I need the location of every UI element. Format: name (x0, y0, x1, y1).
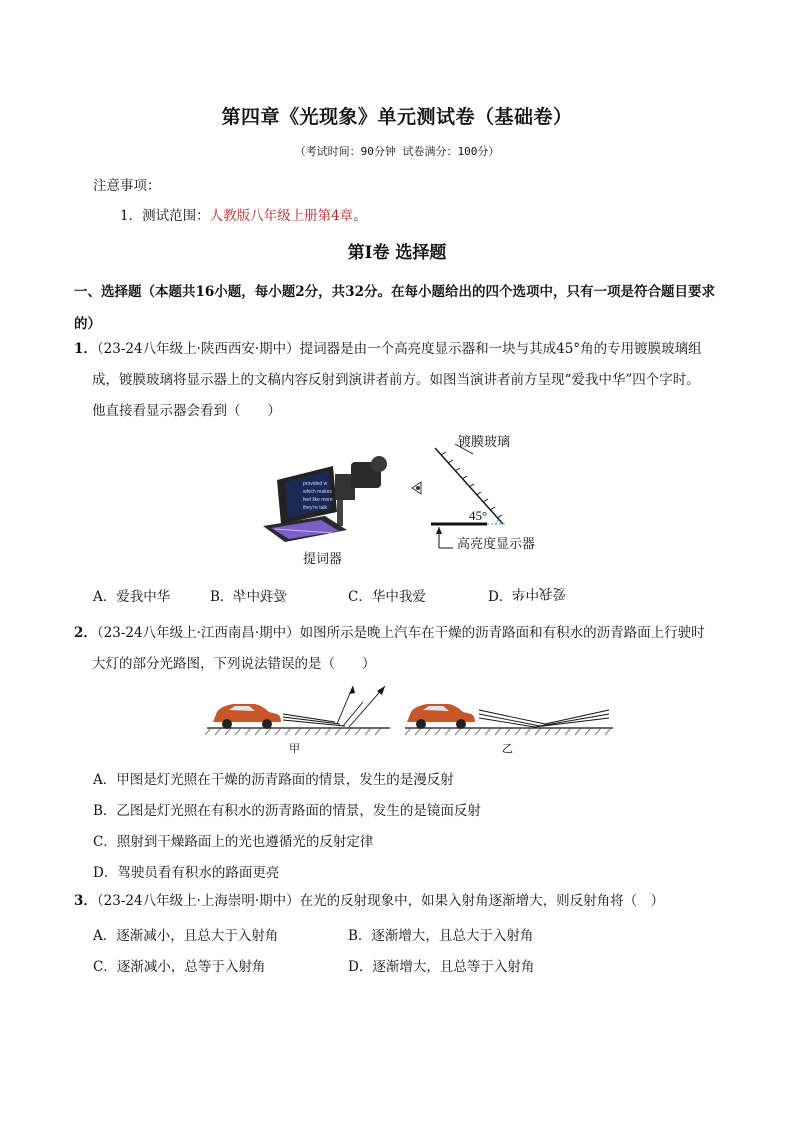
option-text: 逐渐减小，总等于入射角 (116, 959, 266, 975)
question-number: 3． (74, 893, 97, 909)
glass-label: 镀膜玻璃 (458, 434, 511, 449)
option-c[interactable] (93, 955, 265, 975)
option-letter: B． (348, 928, 372, 944)
question-1 (74, 334, 730, 427)
option-letter: D． (488, 589, 513, 605)
question-text: 他直接看显示器会看到（ ） (92, 403, 281, 419)
question-text: （23-24八年级上·上海崇明·期中）在光的反射现象中，如果入射角逐渐增大，则反射角将（ ） (96, 893, 665, 909)
teleprompter-illustration (263, 456, 387, 542)
eye-icon (412, 482, 421, 494)
option-letter: B． (93, 803, 117, 819)
section-instructions: 一、选择题（本题共16小题，每小题2分，共32分。在每小题给出的四个选项中，只有一项是符合题目要求的） (74, 284, 715, 332)
option-a[interactable] (93, 585, 170, 605)
option-text-inverted: 爱我中华 (512, 585, 567, 601)
screen-line: feel like more (303, 497, 333, 503)
option-letter: C． (93, 834, 117, 850)
option-text: 乙图是灯光照在有积水的沥青路面的情景，发生的是镜面反射 (116, 803, 481, 819)
display-label: 高亮度显示器 (457, 536, 536, 551)
notice-label: 注意事项： (93, 178, 161, 194)
test-scope (120, 204, 367, 224)
scope-suffix: 。 (353, 208, 367, 224)
option-b[interactable] (210, 585, 287, 605)
option-text: 华中我爱 (371, 589, 426, 605)
option-letter: B． (210, 589, 234, 605)
option-b[interactable] (348, 924, 533, 944)
option-letter: D． (93, 865, 118, 881)
option-text: 照射到干燥路面上的光也遵循光的反射定律 (116, 834, 374, 850)
option-text: 逐渐减小，且总大于入射角 (116, 928, 279, 944)
headlight-figure (205, 680, 615, 760)
question-number: 1． (74, 341, 97, 357)
figure-label-left: 甲 (289, 743, 300, 755)
exam-info: （考试时间：90分钟 试卷满分：100分） (294, 145, 500, 158)
option-text: 甲图是灯光照在干燥的沥青路面的情景，发生的是漫反射 (116, 772, 454, 788)
angle-label: 45° (469, 508, 488, 523)
teleprompter-figure (255, 430, 565, 570)
page-title: 第四章《光现象》单元测试卷（基础卷） (221, 106, 573, 128)
question-text: （23-24八年级上·陕西西安·期中）提词器是由一个高亮度显示器和一块与其成45°角的专用镀膜玻璃组 (96, 341, 702, 357)
option-letter: A． (93, 928, 117, 944)
question-text: 大灯的部分光路图，下列说法错误的是（ ） (92, 656, 376, 672)
screen-line: which makes (303, 489, 332, 495)
option-text: 逐渐增大，且总等于入射角 (372, 959, 535, 975)
option-letter: A． (93, 589, 117, 605)
option-text: 爱我中华 (116, 589, 171, 605)
option-b[interactable] (93, 799, 481, 819)
question-number: 2． (74, 625, 97, 641)
option-c[interactable] (348, 585, 426, 605)
question-3 (74, 886, 730, 917)
question-text: 成，镀膜玻璃将显示器上的文稿内容反射到演讲者前方。如图当演讲者前方呈现“爱我中华”四个字时。 (92, 372, 700, 388)
section-title: 第Ⅰ卷 选择题 (347, 243, 447, 263)
option-letter: C． (93, 959, 117, 975)
screen-line: they're talk (303, 505, 328, 511)
scope-prefix: 1．测试范围： (120, 208, 210, 224)
option-text: 驾驶员看有积水的路面更亮 (117, 865, 280, 881)
screen-line: provided w (303, 481, 328, 487)
option-d[interactable] (93, 861, 279, 881)
option-letter: C． (348, 589, 372, 605)
question-text: （23-24八年级上·江西南昌·期中）如图所示是晚上汽车在干燥的沥青路面和有积水的沥青路面上行驶时 (96, 625, 705, 641)
car-icon (213, 704, 281, 729)
option-text: 逐渐增大，且总大于入射角 (371, 928, 534, 944)
figure-label-right: 乙 (502, 743, 513, 755)
car-icon (407, 704, 475, 729)
option-a[interactable] (93, 768, 454, 788)
option-a[interactable] (93, 924, 278, 944)
figure-caption: 提词器 (303, 551, 343, 566)
question-2 (74, 618, 730, 680)
option-letter: D． (348, 959, 373, 975)
option-d[interactable] (348, 955, 534, 975)
option-letter: A． (93, 772, 117, 788)
option-c[interactable] (93, 830, 373, 850)
option-d[interactable] (488, 585, 566, 605)
scope-value: 人教版八年级上册第4章 (209, 208, 354, 224)
option-text-mirrored: 爱我中华 (233, 589, 288, 605)
